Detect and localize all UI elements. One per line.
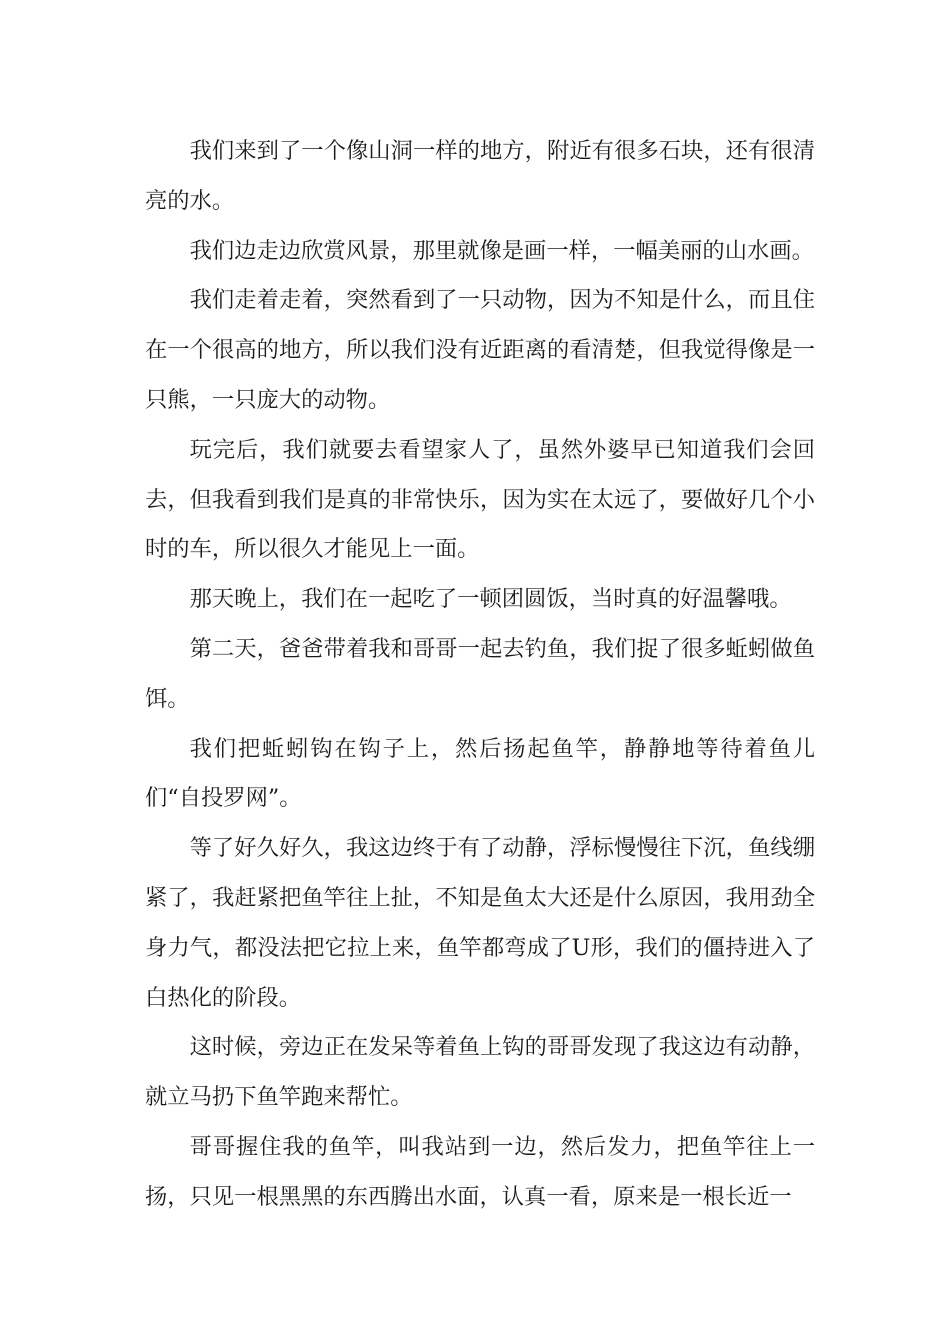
paragraph: 那天晚上，我们在一起吃了一顿团圆饭，当时真的好温馨哦。 (189, 586, 792, 613)
paragraph: 我们把蚯蚓钩在钩子上，然后扬起鱼竿，静静地等待着鱼儿们“自投罗网”。 (145, 735, 815, 812)
document-body (145, 127, 815, 1223)
paragraph: 我们来到了一个像山洞一样的地方，附近有很多石块，还有很清亮的水。 (145, 138, 815, 214)
paragraph: 等了好久好久，我这边终于有了动静，浮标慢慢往下沉，鱼线绷紧了，我赶紧把鱼竿往上扯，不知是鱼太大还是什么原因，我用劲全身力气，都没法把它拉上来，鱼竿都弯成了U形，我们的僵持进入了白热化的阶段。 (145, 835, 815, 1011)
paragraph: 第二天，爸爸带着我和哥哥一起去钓鱼，我们捉了很多蚯蚓做鱼饵。 (145, 635, 815, 712)
paragraph: 玩完后，我们就要去看望家人了，虽然外婆早已知道我们会回去，但我看到我们是真的非常快乐，因为实在太远了，要做好几个小时的车，所以很久才能见上一面。 (145, 436, 815, 563)
paragraph: 哥哥握住我的鱼竿，叫我站到一边，然后发力，把鱼竿往上一扬，只见一根黑黑的东西腾出水面，认真一看，原来是一根长近一 (145, 1133, 815, 1210)
paragraph: 我们走着走着，突然看到了一只动物，因为不知是什么，而且住在一个很高的地方，所以我们没有近距离的看清楚，但我觉得像是一只熊，一只庞大的动物。 (145, 287, 815, 413)
paragraph: 这时候，旁边正在发呆等着鱼上钩的哥哥发现了我这边有动静，就立马扔下鱼竿跑来帮忙。 (145, 1034, 815, 1111)
paragraph: 我们边走边欣赏风景，那里就像是画一样，一幅美丽的山水画。 (189, 237, 814, 264)
